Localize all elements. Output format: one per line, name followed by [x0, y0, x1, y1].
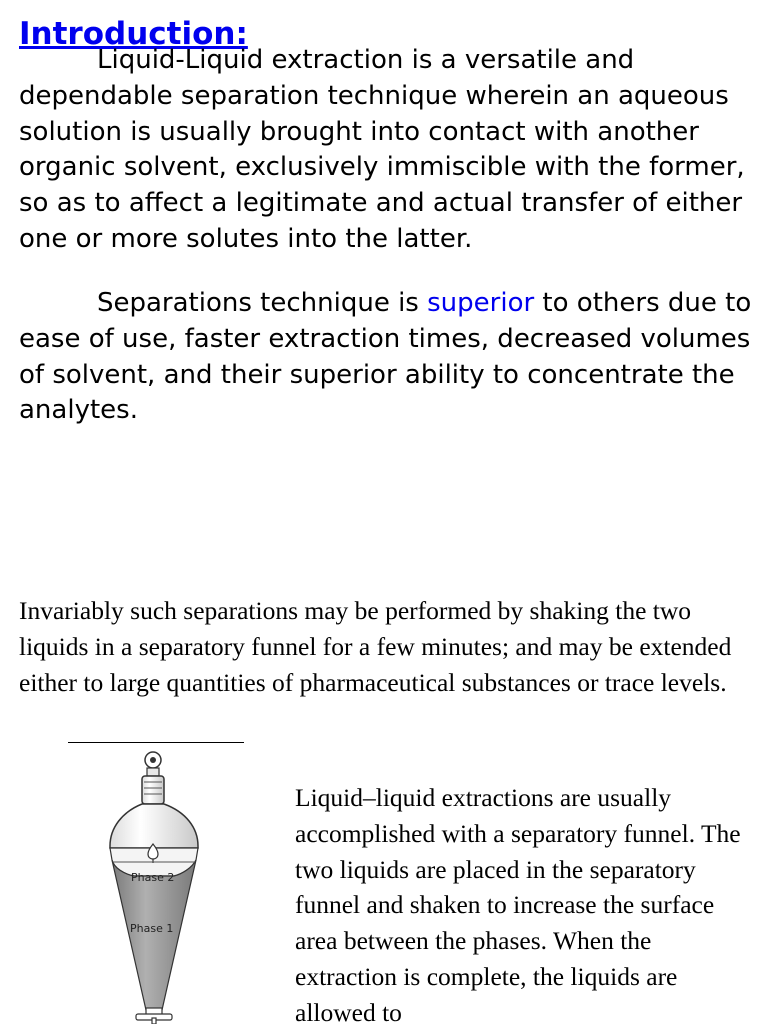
paragraph-separation-advantages — [19, 286, 759, 429]
separatory-funnel-illustration — [100, 748, 210, 1024]
stopper-icon — [145, 752, 161, 776]
para2-trail-text: to others due to ease of use, faster extraction times, decreased volumes of solvent, and their superior ability to concentrate the analytes. — [19, 288, 752, 426]
paragraph-shaking-funnel: Invariably such separations may be performed by shaking the two liquids in a separatory funnel for a few minutes; and may be extended either to large quantities of pharmaceutical substances or trace levels. — [19, 596, 732, 697]
superior-link[interactable]: superior — [427, 288, 535, 318]
horizontal-rule — [68, 742, 244, 743]
phase-2-label: Phase 2 — [131, 871, 175, 884]
stopcock-icon — [136, 1008, 172, 1024]
paragraph-liquid-liquid-extraction: Liquid-Liquid extraction is a versatile and dependable separation technique wherein an aqueous solution is usually brought into contact with another organic solvent, exclusively immiscible with the former, so as to affect a legitimate and actual transfer of either one or more solutes into the latter. — [19, 45, 745, 254]
phase-1-label: Phase 1 — [130, 922, 174, 935]
paragraph-separatory-funnel: Liquid–liquid extractions are usually accomplished with a separatory funnel. The two liquids are placed in the separatory funnel and shaken to increase the surface area between the phases. When the extraction is complete, the liquids are allowed to — [295, 783, 741, 1027]
introduction-heading[interactable]: Introduction: — [19, 16, 248, 52]
para2-lead-text: Separations technique is — [97, 288, 428, 318]
